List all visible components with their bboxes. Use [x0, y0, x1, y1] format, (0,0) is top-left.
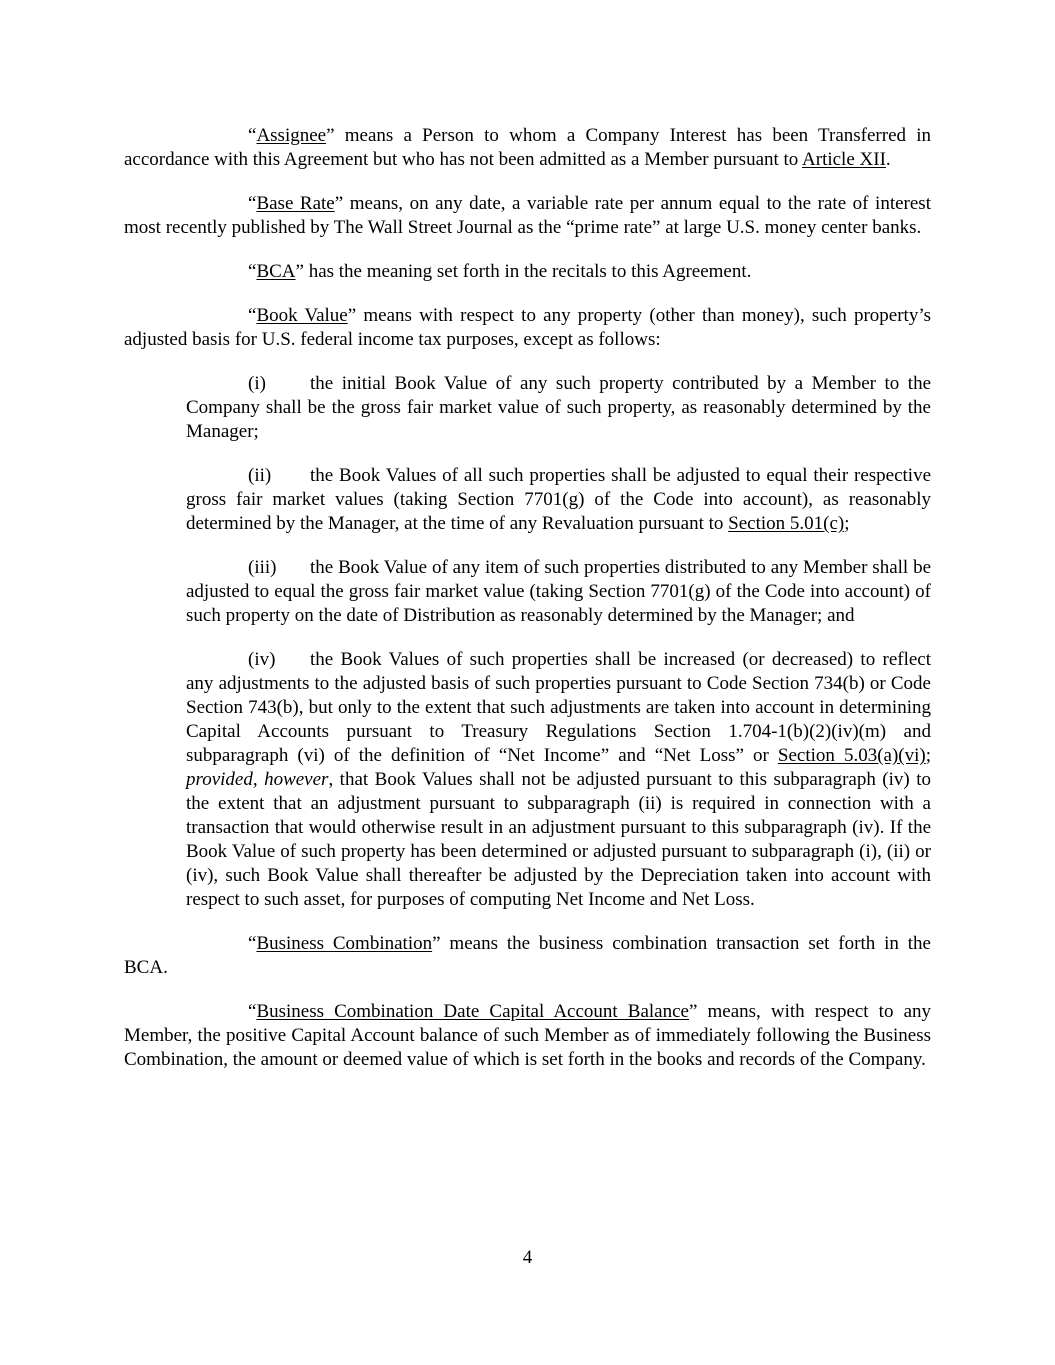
cross-reference-article-xii: Article XII	[802, 149, 886, 170]
defined-term-book-value: Book Value	[256, 305, 348, 326]
book-value-subparagraph-i: (i) the initial Book Value of any such property contributed by a Member to the Company shall be the gross fair market value of such property, as reasonably determined by the Manager;	[186, 373, 931, 442]
cross-reference-section-5-03-a-vi: Section 5.03(a)(vi)	[777, 745, 926, 766]
defined-term-business-combination-date-capital-account-balance: Business Combination Date Capital Account Balance	[256, 1001, 689, 1022]
book-value-subparagraph-iv: (iv) the Book Values of such properties shall be increased (or decreased) to reflect any adjustments to the adjusted basis of such properties pursuant to Code Section 734(b) or Code Section 743(b), but only to the extent that such adjustments are taken into account in determining Capital Accounts pursuant to Treasury Regulations Section 1.704-1(b)(2)(iv)(m) and subparagraph (vi) of the definition of “Net Income” and “Net Loss” or Section 5.03(a)(vi); provided, however, that Book Values shall not be adjusted pursuant to this subparagraph (iv) to the extent that an adjustment pursuant to subparagraph (ii) is required in connection with a transaction that would otherwise result in an adjustment pursuant to this subparagraph (iv). If the Book Value of such property has been determined or adjusted pursuant to subparagraph (i), (ii) or (iv), such Book Value shall thereafter be adjusted by the Depreciation taken into account with respect to such asset, for purposes of computing Net Income and Net Loss.	[186, 649, 932, 910]
book-value-subparagraph-iii: (iii) the Book Value of any item of such properties distributed to any Member shall be adjusted to equal the gross fair market value (taking Section 7701(g) of the Code into account) of such property on the date of Distribution as reasonably determined by the Manager; and	[186, 557, 931, 626]
document-page	[124, 124, 931, 1092]
defined-term-bca: BCA	[256, 261, 296, 282]
italic-however: however	[264, 769, 329, 790]
definition-business-combination: “Business Combination” means the business combination transaction set forth in the BCA.	[124, 933, 931, 978]
definition-book-value: “Book Value” means with respect to any property (other than money), such property’s adjusted basis for U.S. federal income tax purposes, except as follows:	[124, 305, 931, 350]
italic-provided: provided	[186, 769, 253, 790]
definition-business-combination-date-capital-account-balance: “Business Combination Date Capital Account Balance” means, with respect to any Member, the positive Capital Account balance of such Member as of immediately following the Business Combination, the amount or deemed value of which is set forth in the books and records of the Company.	[124, 1001, 931, 1070]
defined-term-assignee: Assignee	[256, 125, 327, 146]
page-number: 4	[522, 1247, 533, 1268]
defined-term-base-rate: Base Rate	[256, 193, 335, 214]
definition-bca: “BCA” has the meaning set forth in the recitals to this Agreement.	[248, 261, 752, 282]
subparagraph-number: (iii)	[248, 557, 277, 578]
definition-assignee: “Assignee” means a Person to whom a Company Interest has been Transferred in accordance with this Agreement but who has not been admitted as a Member pursuant to Article XII.	[124, 125, 931, 170]
subparagraph-number: (i)	[248, 373, 266, 394]
defined-term-business-combination: Business Combination	[256, 933, 433, 954]
cross-reference-section-5-01-c: Section 5.01(c)	[728, 513, 845, 534]
subparagraph-number: (iv)	[248, 649, 276, 670]
definition-base-rate: “Base Rate” means, on any date, a variable rate per annum equal to the rate of interest most recently published by The Wall Street Journal as the “prime rate” at large U.S. money center banks.	[124, 193, 931, 238]
book-value-subparagraph-ii: (ii) the Book Values of all such properties shall be adjusted to equal their respective gross fair market values (taking Section 7701(g) of the Code into account), as reasonably determined by the Manager, at the time of any Revaluation pursuant to Section 5.01(c);	[186, 465, 931, 534]
subparagraph-number: (ii)	[248, 465, 272, 486]
